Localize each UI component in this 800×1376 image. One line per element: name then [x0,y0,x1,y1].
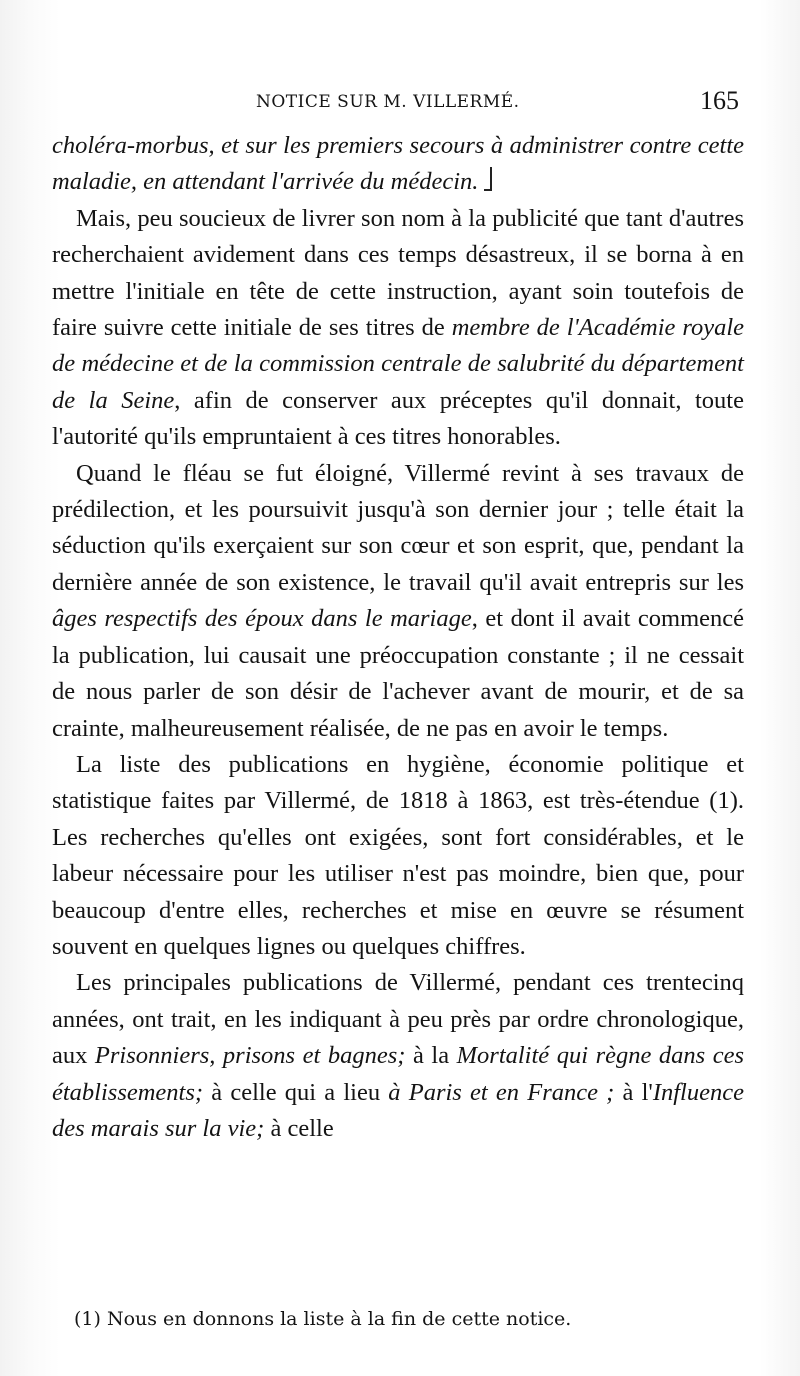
body-text [52,128,744,1147]
text-span: La liste des publications en hygiène, économie politique et statistique faites par Villermé, de 1818 à 1863, est très-étendue (1). Les recherches qu'elles ont exigées, sont fort considérables, et le labeur nécessaire pour les utiliser n'est pas moindre, bien que, pour beaucoup d'entre elles, recherches et mise en œuvre se résument souvent en quelques lignes ou quelques chiffres. [52,750,744,960]
paragraph-3 [52,747,744,965]
paragraph-1 [52,201,744,456]
text-span: Les principales publications de Villermé, pendant ces trentecinq années, ont trait, en les indiquant à peu près par ordre chronologique, aux [52,969,744,1070]
italic-span: choléra-morbus, et sur les premiers secours à administrer contre cette maladie, en attendant l'arrivée du médecin. [52,132,744,196]
text-span: Quand le fléau se fut éloigné, Villermé revint à ses travaux de prédilection, et les poursuivit jusqu'à son dernier jour ; telle était la séduction qu'ils exerçaient sur son cœur et son esprit, que, pendant la dernière année de son existence, le travail qu'il avait entrepris sur les [52,459,744,596]
italic-span: Prisonniers, prisons et bagnes; [94,1042,406,1070]
text-span: à celle [264,1114,334,1142]
italic-span: Influence des marais sur la vie; [52,1078,744,1142]
italic-span: membre de l'Académie royale de médecine et de la commission centrale de salubrité du département de la Seine [52,314,745,414]
paragraph-4 [52,965,744,1147]
running-head: NOTICE SUR M. VILLERMÉ. [256,92,520,112]
text-span: , et dont il avait commencé la publication, lui causait une préoccupation constante ; il ne cessait de nous parler de son désir de l'achever avant de mourir, et de sa crainte, malheureusement réalisée, de ne pas en avoir le temps. [52,605,744,742]
bracket-mark [484,167,492,191]
text-span: à l' [614,1078,653,1106]
footnote: (1) Nous en donnons la liste à la fin de cette notice. [74,1308,572,1330]
italic-span: Mortalité qui règne dans ces établissements; [52,1042,745,1106]
text-span: à la [405,1042,457,1070]
page-number: 165 [700,86,739,115]
italic-span: à Paris et en France ; [388,1078,615,1106]
paragraph-continuation [52,128,744,201]
text-span: Mais, peu soucieux de livrer son nom à la publicité que tant d'autres recherchaient avidement dans ces temps désastreux, il se borna à en mettre l'initiale en tête de cette instruction, ayant soin toutefois de faire suivre cette initiale de ses titres de [52,204,744,342]
paragraph-2 [52,456,744,747]
text-span: , afin de conserver aux préceptes qu'il donnait, toute l'autorité qu'ils empruntaient à ces titres honorables. [52,386,744,451]
italic-span: âges respectifs des époux dans le mariage [52,605,472,633]
text-span: à celle qui a lieu [203,1078,389,1106]
